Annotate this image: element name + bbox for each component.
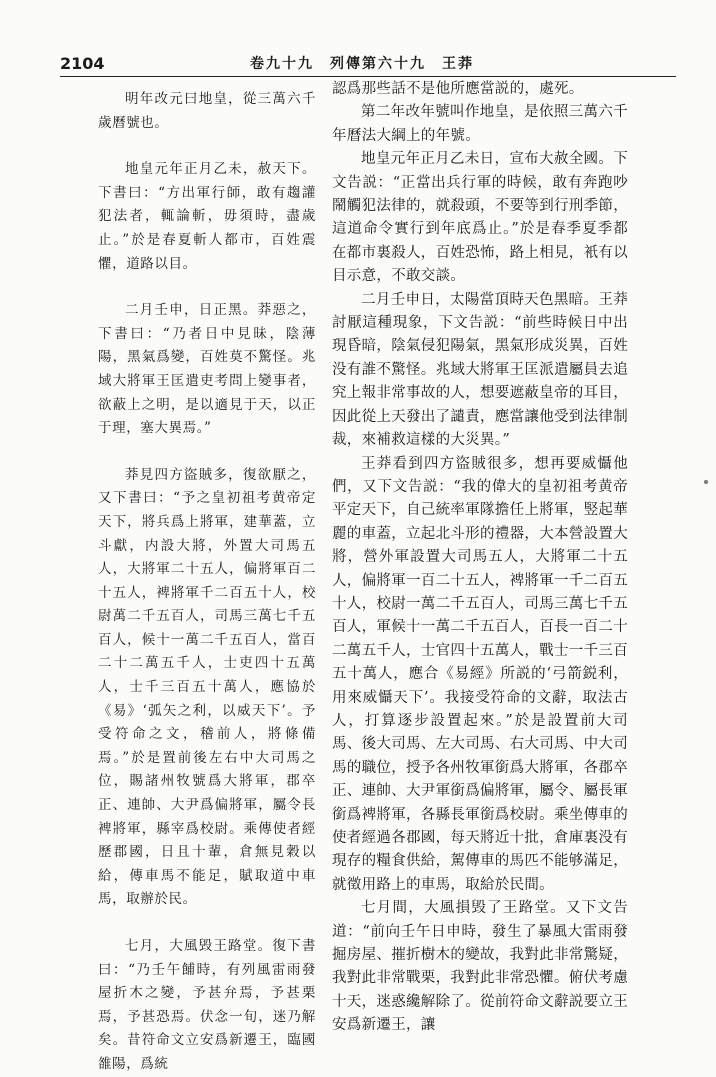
translation-column bbox=[332, 78, 628, 1038]
running-title: 卷九十九 列傳第六十九 王莽 bbox=[250, 56, 474, 72]
translation-paragraph: 認爲那些話不是他所應當説的，處死。 bbox=[332, 81, 584, 97]
translation-paragraph: 七月間，大風損毁了王路堂。又下文告道：“前向壬午日申時，發生了暴風大雷雨發掘房屋、摧折樹木的變故，我對此非常驚疑，我對此非常戰栗，我對此非常恐懼。俯伏考慮十天，迷惑纔解除了。從前符命文辭説要立王安爲新遷王，讓 bbox=[332, 900, 628, 1034]
classical-paragraph: 七月，大風毁王路堂。復下書曰：“乃壬午餔時，有列風雷雨發屋折木之變，予甚弁焉，予甚栗焉，予甚恐焉。伏念一旬，迷乃解矣。昔符命文立安爲新遷王，臨國雒陽，爲統 bbox=[98, 938, 316, 1072]
classical-paragraph: 二月壬申，日正黑。莽惡之，下書曰：“乃者日中見昧，陰薄陽，黑氣爲變，百姓莫不驚怪。兆域大將軍王匡遣吏考問上變事者，欲蔽上之明，是以適見于天，以正于理，塞大異焉。” bbox=[98, 302, 316, 437]
translation-paragraph: 王莽看到四方盜賊很多，想再要威懾他們，又下文告説：“我的偉大的皇初祖考黄帝平定天下，自己統率軍隊擔任上將軍，竪起華麗的車蓋，立起北斗形的禮器，大本營設置大將，營外軍設置大司馬五人，大將軍二十五人，偏將軍一百二十五人，裨將軍一千二百五十人，校尉一萬二千五百人，司馬三萬七千五百人，軍候十一萬二千五百人，百長一百二十二萬五千人，士官四十五萬人，戰士一千三百五十萬人，應合《易經》所説的‘弓箭鋭利，用來威懾天下’。我接受符命的文辭，取法古人，打算逐步設置起來。”於是設置前大司馬、後大司馬、左大司馬、右大司馬、中大司馬的職位，授予各州牧軍銜爲大將軍，各郡卒正、連帥、大尹軍銜爲偏將軍，屬令、屬長軍銜爲裨將軍，各縣長軍銜爲校尉。乘坐傳車的使者經過各郡國，每天將近十批，倉庫裏没有現存的糧食供給，駕傳車的馬匹不能够滿足，就徵用路上的車馬，取給於民間。 bbox=[332, 455, 628, 893]
classical-paragraph: 明年改元曰地皇，從三萬六千歲曆號也。 bbox=[98, 91, 316, 131]
translation-paragraph: 第二年改年號叫作地皇，是依照三萬六千年曆法大綱上的年號。 bbox=[332, 104, 628, 144]
translation-paragraph: 二月壬申日，太陽當頂時天色黑暗。王莽討厭這種現象，下文告説：“前些時候日中出現昏暗，陰氣侵犯陽氣，黑氣形成災異，百姓没有誰不驚怪。兆域大將軍王匡派遣屬員去追究上報非常事故的人，想要遮蔽皇帝的耳目，因此從上天發出了譴責，應當讓他受到法律制裁，來補救這樣的大災異。” bbox=[332, 291, 628, 449]
classical-paragraph: 地皇元年正月乙未，赦天下。下書曰：“方出軍行師，敢有趨讙犯法者，輒論斬，毋須時，盡歲止。”於是春夏斬人都市，百姓震懼，道路以目。 bbox=[98, 161, 316, 272]
page-number: 2104 bbox=[60, 54, 105, 73]
scan-speck bbox=[704, 480, 708, 484]
classical-text-column bbox=[98, 88, 316, 1077]
page-header bbox=[60, 50, 676, 77]
translation-paragraph: 地皇元年正月乙未日，宣布大赦全國。下文告説：“正當出兵行軍的時候，敢有奔跑吵鬧觸犯法律的，就殺頭，不要等到行刑季節，這道命令實行到年底爲止。”於是春季夏季都在都市裏殺人，百姓恐怖，路上相見，衹有以目示意，不敢交談。 bbox=[332, 151, 628, 285]
classical-paragraph: 莽見四方盜賊多，復欲厭之，又下書曰：“予之皇初祖考黄帝定天下，將兵爲上將軍，建華蓋，立斗獻，内設大將，外置大司馬五人，大將軍二十五人，偏將軍百二十五人，裨將軍千二百五十人，校尉萬二千五百人，司馬三萬七千五百人，候十一萬二千五百人，當百二十二萬五千人，士吏四十五萬人，士千三百五十萬人，應協於《易》‘弧矢之利，以威天下’。予受符命之文，稽前人，將條備焉。”於是置前後左右中大司馬之位，賜諸州牧號爲大將軍，郡卒正、連帥、大尹爲偏將軍，屬令長裨將軍，縣宰爲校尉。乘傳使者經歷郡國，日且十輩，倉無見穀以給，傳車馬不能足，賦取道中車馬，取辦於民。 bbox=[98, 466, 316, 908]
